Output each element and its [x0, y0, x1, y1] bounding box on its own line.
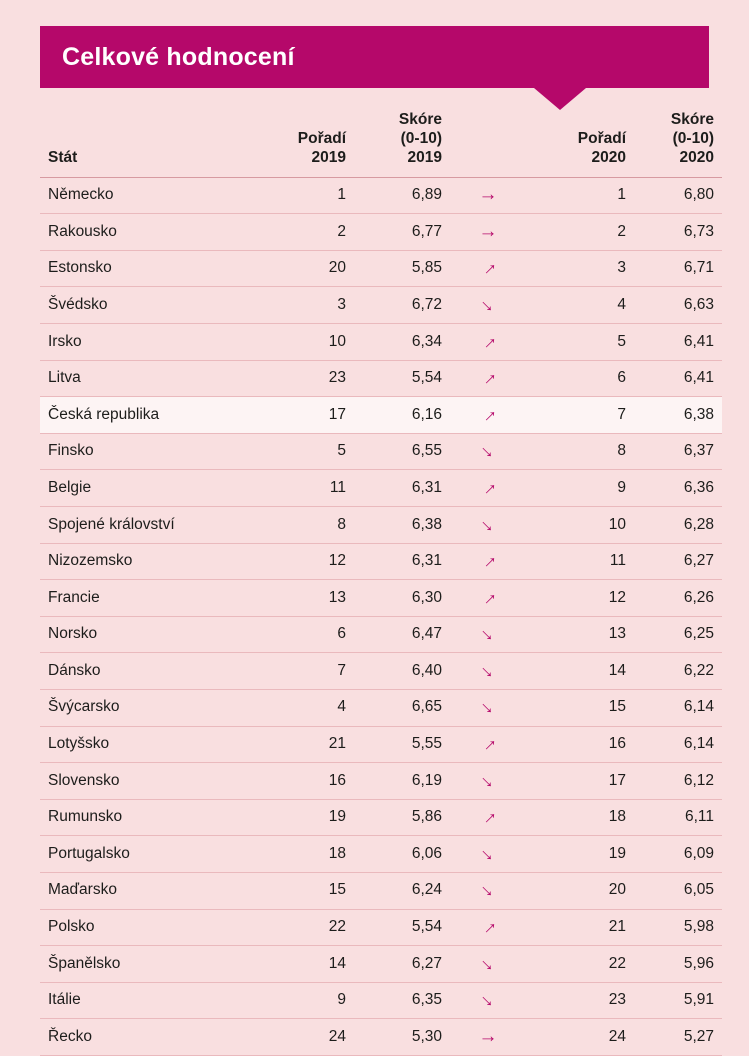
cell-trend: [442, 470, 534, 507]
column-header-score-2020-line2: (0-10): [672, 130, 714, 148]
banner-notch-icon: [534, 88, 586, 110]
cell-state: Polsko: [40, 909, 254, 946]
cell-state: Švédsko: [40, 287, 254, 324]
cell-state: Litva: [40, 360, 254, 397]
cell-rank-2019: 4: [254, 689, 346, 726]
cell-score-2019: 5,54: [346, 909, 442, 946]
cell-rank-2019: 20: [254, 250, 346, 287]
cell-score-2019: 6,30: [346, 580, 442, 617]
cell-state: Česká republika: [40, 397, 254, 434]
cell-rank-2019: 2: [254, 214, 346, 251]
cell-score-2019: 6,38: [346, 507, 442, 544]
table-row: [40, 360, 722, 397]
cell-score-2020: 6,37: [626, 433, 722, 470]
cell-trend: [442, 433, 534, 470]
cell-score-2019: 6,16: [346, 397, 442, 434]
table-row: [40, 433, 722, 470]
cell-rank-2020: 6: [534, 360, 626, 397]
arrow-up-right-icon: →: [473, 253, 503, 282]
cell-state: Slovensko: [40, 763, 254, 800]
cell-trend: [442, 799, 534, 836]
cell-trend: [442, 507, 534, 544]
cell-rank-2019: 23: [254, 360, 346, 397]
arrow-down-right-icon: →: [473, 985, 503, 1014]
cell-rank-2020: 14: [534, 653, 626, 690]
arrow-up-right-icon: →: [473, 473, 503, 502]
cell-rank-2020: 9: [534, 470, 626, 507]
table-row: [40, 470, 722, 507]
cell-score-2020: 6,27: [626, 543, 722, 580]
cell-score-2019: 6,72: [346, 287, 442, 324]
cell-score-2019: 6,65: [346, 689, 442, 726]
column-header-rank-2019-line2: 2019: [311, 149, 346, 167]
table-row: [40, 689, 722, 726]
cell-trend: [442, 982, 534, 1019]
cell-rank-2019: 7: [254, 653, 346, 690]
cell-state: Švýcarsko: [40, 689, 254, 726]
cell-rank-2019: 14: [254, 946, 346, 983]
table-row: [40, 214, 722, 251]
cell-score-2019: 6,27: [346, 946, 442, 983]
cell-state: Maďarsko: [40, 872, 254, 909]
cell-score-2020: 6,28: [626, 507, 722, 544]
cell-score-2019: 6,06: [346, 836, 442, 873]
arrow-down-right-icon: →: [473, 692, 503, 722]
cell-score-2019: 6,40: [346, 653, 442, 690]
column-header-state: Stát: [48, 149, 78, 167]
banner-bar: [40, 26, 709, 88]
cell-rank-2020: 16: [534, 726, 626, 763]
cell-trend: [442, 836, 534, 873]
cell-score-2020: 6,11: [626, 799, 722, 836]
cell-state: Lotyšsko: [40, 726, 254, 763]
arrow-up-right-icon: →: [473, 912, 503, 941]
arrow-down-right-icon: →: [473, 766, 503, 795]
table-row: [40, 909, 722, 946]
cell-rank-2020: 21: [534, 909, 626, 946]
arrow-down-right-icon: →: [473, 509, 503, 539]
table-row: [40, 324, 722, 361]
table-row: [40, 726, 722, 763]
cell-state: Spojené království: [40, 507, 254, 544]
cell-score-2020: 5,27: [626, 1019, 722, 1056]
arrow-down-right-icon: →: [473, 619, 503, 648]
cell-state: Belgie: [40, 470, 254, 507]
cell-trend: [442, 653, 534, 690]
cell-score-2019: 6,24: [346, 872, 442, 909]
ranking-table: [40, 110, 722, 1056]
cell-state: Norsko: [40, 616, 254, 653]
cell-score-2019: 5,54: [346, 360, 442, 397]
cell-score-2019: 5,30: [346, 1019, 442, 1056]
table-row: [40, 1019, 722, 1056]
table-row: [40, 763, 722, 800]
cell-score-2020: 5,96: [626, 946, 722, 983]
header-banner: [40, 26, 709, 88]
cell-rank-2020: 17: [534, 763, 626, 800]
cell-score-2020: 6,14: [626, 689, 722, 726]
cell-rank-2020: 24: [534, 1019, 626, 1056]
column-header-score-2020-line3: 2020: [679, 149, 714, 167]
cell-rank-2020: 22: [534, 946, 626, 983]
cell-trend: [442, 214, 534, 251]
cell-trend: [442, 250, 534, 287]
cell-rank-2020: 5: [534, 324, 626, 361]
cell-rank-2020: 19: [534, 836, 626, 873]
table-row: [40, 250, 722, 287]
cell-rank-2020: 10: [534, 507, 626, 544]
cell-trend: [442, 946, 534, 983]
cell-score-2019: 6,35: [346, 982, 442, 1019]
cell-score-2019: 6,31: [346, 543, 442, 580]
cell-rank-2019: 22: [254, 909, 346, 946]
cell-score-2019: 6,34: [346, 324, 442, 361]
cell-rank-2020: 8: [534, 433, 626, 470]
cell-rank-2019: 19: [254, 799, 346, 836]
cell-score-2020: 6,25: [626, 616, 722, 653]
column-header-score-2019-line3: 2019: [407, 149, 442, 167]
column-header-score-2019-line2: (0-10): [400, 130, 442, 148]
cell-score-2020: 6,05: [626, 872, 722, 909]
cell-rank-2020: 23: [534, 982, 626, 1019]
table-body: [40, 177, 722, 1055]
arrow-up-right-icon: →: [473, 400, 503, 429]
cell-trend: [442, 689, 534, 726]
arrow-up-right-icon: →: [473, 363, 503, 392]
arrow-right-icon: →: [478, 1025, 498, 1047]
cell-score-2019: 5,55: [346, 726, 442, 763]
cell-score-2019: 6,77: [346, 214, 442, 251]
column-header-score-2019: [346, 110, 442, 177]
cell-rank-2019: 12: [254, 543, 346, 580]
column-header-rank-2020: [534, 110, 626, 177]
cell-trend: [442, 909, 534, 946]
cell-score-2019: 6,55: [346, 433, 442, 470]
cell-score-2019: 6,89: [346, 177, 442, 214]
cell-state: Irsko: [40, 324, 254, 361]
table-header: [40, 110, 722, 177]
arrow-right-icon: →: [478, 184, 498, 206]
arrow-down-right-icon: →: [473, 290, 503, 319]
arrow-up-right-icon: →: [473, 802, 503, 831]
cell-rank-2020: 1: [534, 177, 626, 214]
arrow-up-right-icon: →: [473, 729, 503, 758]
cell-rank-2019: 24: [254, 1019, 346, 1056]
cell-trend: [442, 580, 534, 617]
table-row: [40, 616, 722, 653]
cell-score-2020: 6,41: [626, 324, 722, 361]
table-row: [40, 653, 722, 690]
cell-state: Rakousko: [40, 214, 254, 251]
cell-state: Francie: [40, 580, 254, 617]
column-header-rank-2020-line1: Pořadí: [577, 130, 626, 148]
cell-state: Nizozemsko: [40, 543, 254, 580]
cell-trend: [442, 872, 534, 909]
cell-rank-2019: 3: [254, 287, 346, 324]
cell-score-2020: 6,14: [626, 726, 722, 763]
table-row: [40, 177, 722, 214]
cell-rank-2019: 13: [254, 580, 346, 617]
cell-score-2019: 6,19: [346, 763, 442, 800]
cell-state: Dánsko: [40, 653, 254, 690]
cell-rank-2019: 6: [254, 616, 346, 653]
cell-trend: [442, 397, 534, 434]
table-row: [40, 543, 722, 580]
cell-score-2019: 5,86: [346, 799, 442, 836]
arrow-up-right-icon: →: [473, 326, 503, 356]
table-row: [40, 982, 722, 1019]
cell-trend: [442, 324, 534, 361]
cell-rank-2020: 15: [534, 689, 626, 726]
cell-score-2020: 6,38: [626, 397, 722, 434]
table-row: [40, 872, 722, 909]
cell-score-2019: 5,85: [346, 250, 442, 287]
cell-score-2020: 6,12: [626, 763, 722, 800]
cell-rank-2020: 4: [534, 287, 626, 324]
arrow-down-right-icon: →: [473, 948, 503, 978]
cell-score-2019: 6,47: [346, 616, 442, 653]
cell-score-2020: 6,71: [626, 250, 722, 287]
cell-state: Portugalsko: [40, 836, 254, 873]
page-title: Celkové hodnocení: [62, 42, 295, 71]
arrow-down-right-icon: →: [473, 656, 503, 685]
cell-rank-2020: 2: [534, 214, 626, 251]
cell-trend: [442, 616, 534, 653]
cell-state: Rumunsko: [40, 799, 254, 836]
column-header-score-2020-line1: Skóre: [670, 111, 714, 128]
column-header-rank-2019: [254, 110, 346, 177]
cell-score-2020: 6,26: [626, 580, 722, 617]
cell-score-2020: 5,98: [626, 909, 722, 946]
cell-rank-2019: 18: [254, 836, 346, 873]
column-header-score-2020: [626, 110, 722, 177]
cell-rank-2019: 5: [254, 433, 346, 470]
column-header-trend: [442, 110, 534, 177]
cell-score-2020: 6,22: [626, 653, 722, 690]
arrow-right-icon: →: [478, 220, 498, 242]
cell-trend: [442, 1019, 534, 1056]
cell-trend: [442, 360, 534, 397]
cell-rank-2019: 1: [254, 177, 346, 214]
arrow-down-right-icon: →: [473, 875, 503, 905]
cell-rank-2020: 20: [534, 872, 626, 909]
arrow-down-right-icon: →: [473, 436, 503, 465]
cell-rank-2020: 12: [534, 580, 626, 617]
arrow-up-right-icon: →: [473, 583, 503, 612]
cell-state: Německo: [40, 177, 254, 214]
column-header-score-2019-line1: Skóre: [398, 111, 442, 128]
arrow-up-right-icon: →: [473, 546, 503, 575]
cell-score-2020: 5,91: [626, 982, 722, 1019]
table-row: [40, 580, 722, 617]
table-row: [40, 507, 722, 544]
cell-score-2020: 6,36: [626, 470, 722, 507]
cell-trend: [442, 287, 534, 324]
cell-trend: [442, 177, 534, 214]
page-root: [0, 26, 749, 1050]
table-row: [40, 946, 722, 983]
cell-score-2020: 6,73: [626, 214, 722, 251]
cell-rank-2019: 21: [254, 726, 346, 763]
cell-trend: [442, 726, 534, 763]
cell-state: Itálie: [40, 982, 254, 1019]
cell-rank-2019: 10: [254, 324, 346, 361]
column-header-rank-2020-line2: 2020: [591, 149, 626, 167]
table-row: [40, 799, 722, 836]
table-row: [40, 287, 722, 324]
cell-rank-2020: 18: [534, 799, 626, 836]
cell-rank-2019: 15: [254, 872, 346, 909]
cell-score-2020: 6,41: [626, 360, 722, 397]
cell-rank-2020: 7: [534, 397, 626, 434]
arrow-down-right-icon: →: [473, 839, 503, 868]
cell-rank-2020: 13: [534, 616, 626, 653]
cell-rank-2019: 11: [254, 470, 346, 507]
cell-state: Řecko: [40, 1019, 254, 1056]
table-row: [40, 397, 722, 434]
cell-trend: [442, 543, 534, 580]
table-row: [40, 836, 722, 873]
cell-score-2020: 6,09: [626, 836, 722, 873]
cell-state: Finsko: [40, 433, 254, 470]
column-header-rank-2019-line1: Pořadí: [297, 130, 346, 148]
cell-rank-2020: 11: [534, 543, 626, 580]
cell-rank-2020: 3: [534, 250, 626, 287]
cell-rank-2019: 8: [254, 507, 346, 544]
cell-rank-2019: 16: [254, 763, 346, 800]
cell-score-2019: 6,31: [346, 470, 442, 507]
cell-state: Španělsko: [40, 946, 254, 983]
cell-score-2020: 6,80: [626, 177, 722, 214]
cell-rank-2019: 17: [254, 397, 346, 434]
cell-trend: [442, 763, 534, 800]
cell-state: Estonsko: [40, 250, 254, 287]
cell-rank-2019: 9: [254, 982, 346, 1019]
cell-score-2020: 6,63: [626, 287, 722, 324]
